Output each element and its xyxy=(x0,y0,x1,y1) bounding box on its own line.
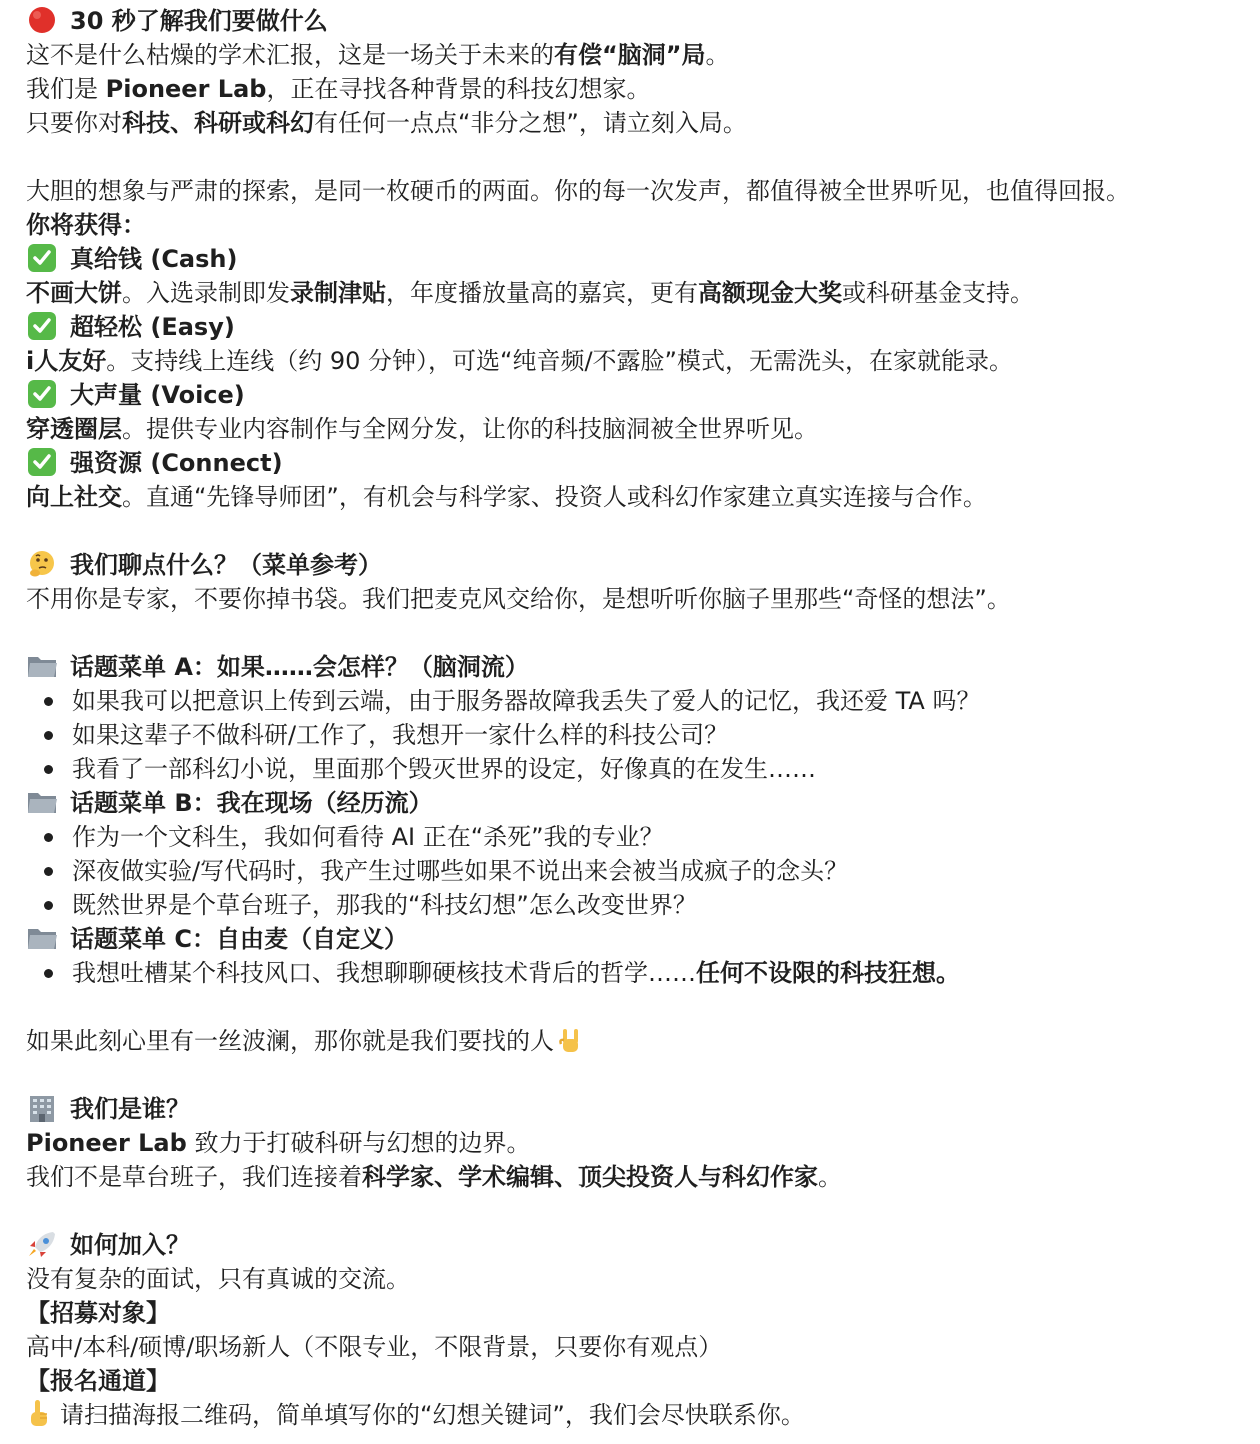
channel-desc: 请扫描海报二维码，简单填写你的“幻想关键词”，我们会尽快联系你。 xyxy=(26,1398,1260,1432)
benefit-easy-desc: i人友好。支持线上连线（约 90 分钟），可选“纯音频/不露脸”模式，无需洗头，在家就能录。 xyxy=(26,347,1013,375)
target-heading: 【招募对象】 xyxy=(26,1299,170,1327)
check-mark-icon xyxy=(26,311,58,341)
list-item: 我想吐槽某个科技风口、我想聊聊硬核技术背后的哲学……任何不设限的科技狂想。 xyxy=(26,956,1260,990)
check-mark-icon xyxy=(26,379,58,409)
benefit-easy-title: 超轻松 (Easy) xyxy=(26,310,1260,344)
intro-line-3: 只要你对科技、科研或科幻有任何一点点“非分之想”，请立刻入局。 xyxy=(26,109,747,137)
benefit-connect-title: 强资源 (Connect) xyxy=(26,446,1260,480)
list-item: 我看了一部科幻小说，里面那个毁灭世界的设定，好像真的在发生…… xyxy=(26,752,1260,786)
folder-icon xyxy=(26,787,58,817)
menu-a-heading: 话题菜单 A：如果……会怎样？（脑洞流） xyxy=(26,650,1260,684)
folder-icon xyxy=(26,651,58,681)
check-mark-icon xyxy=(26,447,58,477)
benefit-cash-title: 真给钱 (Cash) xyxy=(26,242,1260,276)
red-circle-icon xyxy=(26,5,58,35)
rock-hand-icon xyxy=(558,1027,584,1055)
menu-c-heading: 话题菜单 C：自由麦（自定义） xyxy=(26,922,1260,956)
pointing-up-hand-icon xyxy=(26,1399,52,1429)
talk-desc: 不用你是专家，不要你掉书袋。我们把麦克风交给你，是想听听你脑子里那些“奇怪的想法”。 xyxy=(26,585,1011,613)
menu-b-heading: 话题菜单 B：我在现场（经历流） xyxy=(26,786,1260,820)
benefit-connect-desc: 向上社交。直通“先锋导师团”，有机会与科学家、投资人或科幻作家建立真实连接与合作。 xyxy=(26,483,987,511)
who-line-1: Pioneer Lab 致力于打破科研与幻想的边界。 xyxy=(26,1129,531,1157)
folder-icon xyxy=(26,923,58,953)
intro-heading: 30 秒了解我们要做什么 xyxy=(26,4,1260,38)
rocket-icon xyxy=(26,1229,58,1259)
benefit-voice-title: 大声量 (Voice) xyxy=(26,378,1260,412)
target-desc: 高中/本科/硕博/职场新人（不限专业，不限背景，只要你有观点） xyxy=(26,1333,723,1361)
join-desc: 没有复杂的面试，只有真诚的交流。 xyxy=(26,1265,410,1293)
list-item: 既然世界是个草台班子，那我的“科技幻想”怎么改变世界？ xyxy=(26,888,1260,922)
ripple-line: 如果此刻心里有一丝波澜，那你就是我们要找的人 xyxy=(26,1024,1260,1058)
list-item: 作为一个文科生，我如何看待 AI 正在“杀死”我的专业？ xyxy=(26,820,1260,854)
benefit-cash-desc: 不画大饼。入选录制即发录制津贴，年度播放量高的嘉宾，更有高额现金大奖或科研基金支持。 xyxy=(26,279,1034,307)
talk-heading: 我们聊点什么？（菜单参考） xyxy=(26,548,1260,582)
list-item: 如果这辈子不做科研/工作了，我想开一家什么样的科技公司？ xyxy=(26,718,1260,752)
intro-line-1: 这不是什么枯燥的学术汇报，这是一场关于未来的有偿“脑洞”局。 xyxy=(26,41,730,69)
list-item: 深夜做实验/写代码时，我产生过哪些如果不说出来会被当成疯子的念头？ xyxy=(26,854,1260,888)
statement-line: 大胆的想象与严肃的探索，是同一枚硬币的两面。你的每一次发声，都值得被全世界听见，也值得回报。 xyxy=(26,177,1130,205)
gain-heading: 你将获得： xyxy=(26,211,146,239)
thinking-face-icon xyxy=(26,549,58,579)
check-mark-icon xyxy=(26,243,58,273)
join-heading: 如何加入？ xyxy=(26,1228,1260,1262)
list-item: 如果我可以把意识上传到云端，由于服务器故障我丢失了爱人的记忆，我还爱 TA 吗？ xyxy=(26,684,1260,718)
channel-heading: 【报名通道】 xyxy=(26,1367,170,1395)
who-line-2: 我们不是草台班子，我们连接着科学家、学术编辑、顶尖投资人与科幻作家。 xyxy=(26,1163,842,1191)
intro-line-2: 我们是 Pioneer Lab，正在寻找各种背景的科技幻想家。 xyxy=(26,75,651,103)
who-heading: 我们是谁？ xyxy=(26,1092,1260,1126)
office-building-icon xyxy=(26,1093,58,1123)
benefit-voice-desc: 穿透圈层。提供专业内容制作与全网分发，让你的科技脑洞被全世界听见。 xyxy=(26,415,818,443)
